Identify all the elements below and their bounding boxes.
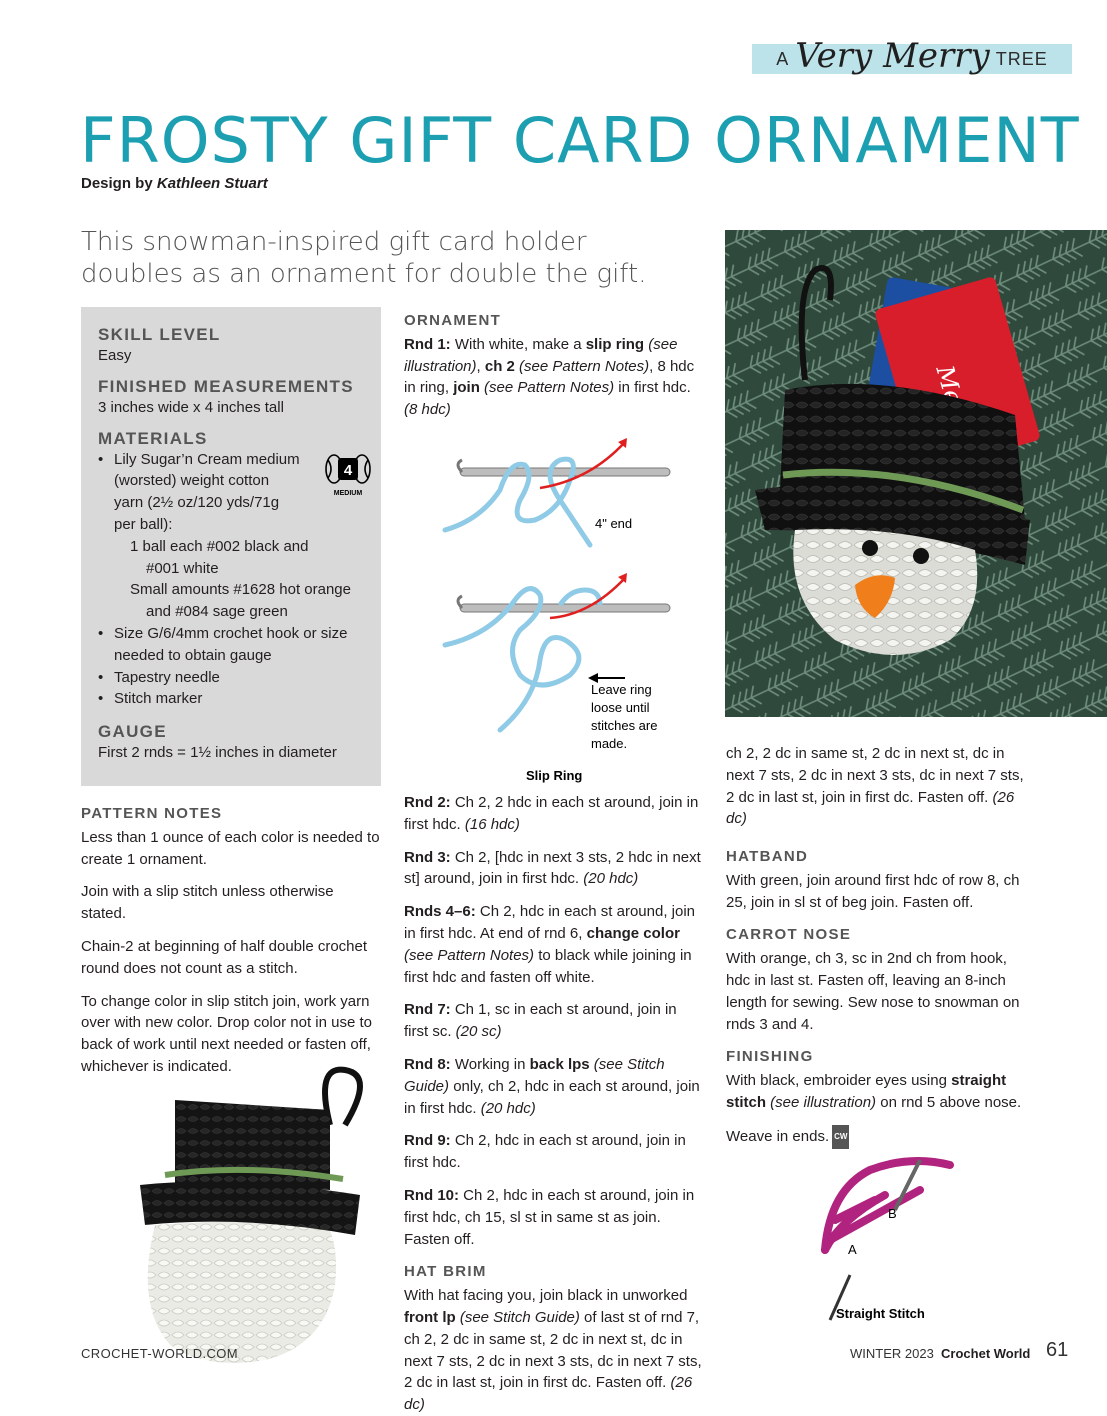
series-script: Very Merry [795, 36, 990, 76]
hat-brim-heading: HAT BRIM [404, 1263, 487, 1281]
measurements: 3 inches wide x 4 inches tall [98, 398, 284, 416]
hatband-heading: HATBAND [726, 848, 809, 865]
finishing-text: With black, embroider eyes using straight stitch (see illustration) on rnd 5 above nose. [726, 1072, 1022, 1111]
series-suffix: TREE [995, 48, 1048, 69]
ornament-tree-photo [725, 230, 1107, 717]
gauge-heading: GAUGE [98, 722, 167, 742]
byline [81, 175, 268, 192]
note-paragraph: Less than 1 ounce of each color is needed to create 1 ornament. [81, 828, 380, 868]
skill-level-heading: SKILL LEVEL [98, 325, 221, 344]
slip-ring-caption: Slip Ring [526, 768, 583, 783]
byline-prefix: Design by [81, 175, 153, 192]
fig-b-label: B [888, 1206, 897, 1221]
materials-item: • Size G/6/4mm crochet hook or size needed to obtain gauge [98, 623, 370, 667]
round-8: Rnd 8: Working in back lps (see Stitch Guide) only, ch 2, hdc in each st around, join in first hdc. (20 hdc) [404, 1055, 700, 1117]
hat-brim-continued-text: ch 2, 2 dc in same st, 2 dc in next st, dc in next 7 sts, 2 dc in next 3 sts, dc in next 7 sts, 2 dc in last st, join in first dc. Fasten off. (26 dc) [726, 745, 1024, 828]
ornament-rounds [404, 792, 704, 1414]
ornament-heading: ORNAMENT [404, 312, 502, 329]
fig-loose-label-3: stitches are [591, 718, 658, 733]
fig-end-label: 4" end [595, 516, 633, 531]
designer-name: Kathleen Stuart [156, 175, 268, 192]
fig-loose-label-1: Leave ring [591, 682, 652, 697]
measurements-heading: FINISHED MEASUREMENTS [98, 376, 354, 396]
round-2: Rnd 2: Ch 2, 2 hdc in each st around, join in first hdc. (16 hdc) [404, 794, 699, 833]
yarn-weight-label: MEDIUM [333, 490, 363, 497]
slip-ring-illustration [440, 430, 700, 790]
pattern-notes-heading: PATTERN NOTES [81, 805, 223, 822]
yarn-weight-icon [324, 452, 372, 498]
gauge: First 2 rnds = 1½ inches in diameter [98, 744, 337, 762]
series-tag [752, 36, 1072, 76]
hat-brim-text: With hat facing you, join black in unworked front lp (see Stitch Guide) of last st of rnd 7, ch 2, 2 dc in same st, 2 dc in next st, dc in next 7 sts, 2 dc in next 3 sts, dc in next 7 sts, 2 dc in last st, join in first dc. Fasten off. (26 dc) [404, 1287, 702, 1414]
skill-level: Easy [98, 347, 132, 364]
note-paragraph: Join with a slip stitch unless otherwise stated. [81, 883, 334, 923]
info-box [81, 307, 381, 786]
rounds-4-6: Rnds 4–6: Ch 2, hdc in each st around, join in first hdc. At end of rnd 6, change color (see Pattern Notes) to black while joining in first hdc and fasten off white. [404, 903, 696, 986]
round-3: Rnd 3: Ch 2, [hdc in next 3 sts, 2 hdc in next st] around, join in first hdc. (20 hdc) [404, 848, 701, 888]
round-1: Rnd 1: With white, make a slip ring (see illustration), ch 2 (see Pattern Notes), 8 hdc in ring, join (see Pattern Notes) in first hdc. (8 hdc) [404, 335, 695, 419]
materials-item: • Tapestry needle [98, 667, 370, 689]
pattern-notes [81, 803, 381, 1089]
fig-loose-label-2: loose until [591, 700, 650, 715]
footer-site: CROCHET-WORLD.COM [81, 1346, 239, 1361]
series-prefix: A [776, 48, 790, 69]
yarn-weight-number: 4 [343, 462, 353, 479]
carrot-nose-text: With orange, ch 3, sc in 2nd ch from hook, hdc in last st. Fasten off, leaving an 8-inch length for sewing. Sew nose to snowman on rnds 3 and 4. [726, 950, 1020, 1033]
ornament-flat-photo [115, 1065, 380, 1365]
materials-heading: MATERIALS [98, 428, 208, 448]
ornament-section [404, 310, 704, 432]
materials-item: • Lily Sugar’n Cream medium (worsted) weight cotton yarn (2½ oz/120 yds/71g per ball): 1 ball each #002 black and #001 white Small amounts #1628 hot orange and #084 sage green [98, 449, 370, 623]
note-paragraph: Chain-2 at beginning of half double crochet round does not count as a stitch. [81, 937, 368, 977]
hatband-text: With green, join around first hdc of row 8, ch 25, join in sl st of beg join. Fasten off. [726, 871, 1020, 911]
cw-end-mark: CW [832, 1125, 849, 1149]
materials-item: • Stitch marker [98, 688, 370, 710]
fig-a-label: A [848, 1242, 857, 1257]
straight-stitch-illustration [810, 1150, 980, 1330]
page-number: 61 [1046, 1339, 1069, 1361]
hat-brim-continued [726, 743, 1026, 830]
weave-text: Weave in ends. CW [726, 1125, 1026, 1149]
carrot-nose-heading: CARROT NOSE [726, 926, 852, 944]
round-9: Rnd 9: Ch 2, hdc in each st around, join in first hdc. [404, 1132, 686, 1172]
finishing-heading: FINISHING [726, 1048, 814, 1066]
fig-loose-label-4: made. [591, 736, 628, 751]
round-10: Rnd 10: Ch 2, hdc in each st around, join in first hdc, ch 15, sl st in same st as join. Fasten off. [404, 1186, 695, 1248]
intro-text: This snowman-inspired gift card holder doubles as an ornament for double the gift. [81, 227, 647, 289]
straight-stitch-caption: Straight Stitch [836, 1306, 925, 1321]
round-7: Rnd 7: Ch 1, sc in each st around, join in first sc. (20 sc) [404, 1001, 677, 1041]
page-title: FROSTY GIFT CARD ORNAMENT [80, 104, 1080, 177]
note-paragraph: To change color in slip stitch join, work yarn over with new color. Drop color not in use to back of work until next needed or fasten off, whichever is indicated. [81, 992, 372, 1075]
footer-issue: WINTER 2023 Crochet World [850, 1346, 1031, 1361]
